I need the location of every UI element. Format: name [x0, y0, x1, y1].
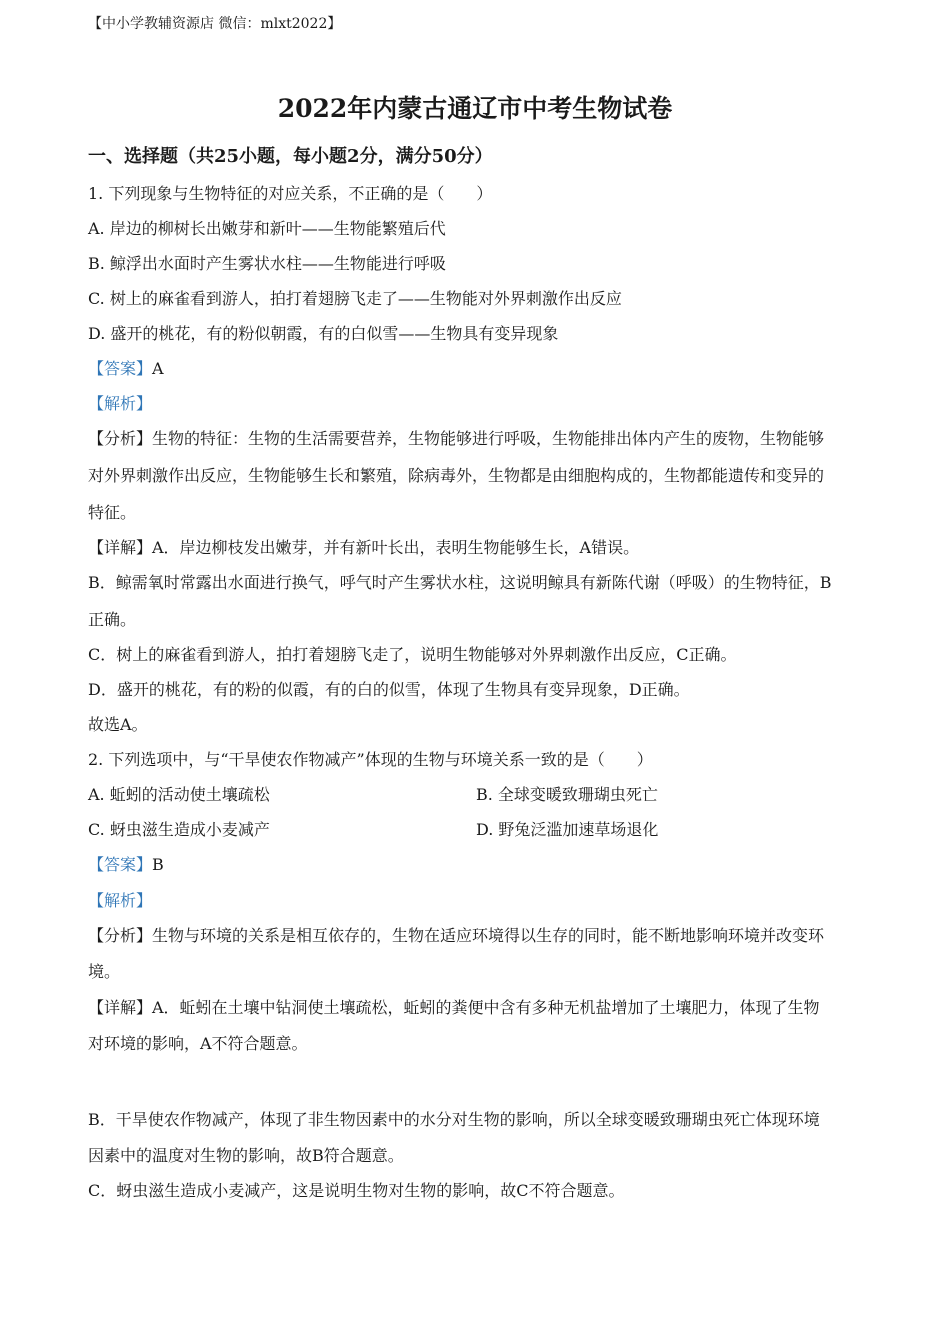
q2-option-b: B. 全球变暖致珊瑚虫死亡 — [476, 785, 658, 804]
q1-analysis-line: 特征。 — [88, 503, 137, 522]
q1-option-b: B. 鲸浮出水面时产生雾状水柱——生物能进行呼吸 — [88, 254, 446, 273]
q1-detail-line: D．盛开的桃花，有的粉的似霞，有的白的似雪，体现了生物具有变异现象，D正确。 — [88, 680, 690, 699]
q1-analysis-line: 【分析】生物的特征：生物的生活需要营养，生物能够进行呼吸，生物能排出体内产生的废物，生物能够 — [88, 429, 825, 448]
q1-detail-line: 故选A。 — [88, 715, 148, 734]
q1-detail-line: 【详解】A．岸边柳枝发出嫩芽，并有新叶长出，表明生物能够生长，A错误。 — [88, 538, 640, 557]
q1-explain-tag: 【解析】 — [88, 394, 153, 413]
q2-detail-line: C．蚜虫滋生造成小麦减产，这是说明生物对生物的影响，故C不符合题意。 — [88, 1181, 625, 1200]
header-note: 【中小学教辅资源店 微信：mlxt2022】 — [88, 16, 342, 32]
q2-stem: 2. 下列选项中，与“干旱使农作物减产”体现的生物与环境关系一致的是（ ） — [88, 750, 653, 769]
q1-detail-line: B．鲸需氧时常露出水面进行换气，呼气时产生雾状水柱，这说明鲸具有新陈代谢（呼吸）的生物特征，B — [88, 573, 832, 592]
q2-detail-line: 对环境的影响，A不符合题意。 — [88, 1034, 308, 1053]
q1-option-a: A. 岸边的柳树长出嫩芽和新叶——生物能繁殖后代 — [88, 219, 446, 238]
q2-option-c: C. 蚜虫滋生造成小麦减产 — [88, 820, 270, 839]
q1-detail-line: 正确。 — [88, 610, 137, 629]
q1-detail-line: C．树上的麻雀看到游人，拍打着翅膀飞走了，说明生物能够对外界刺激作出反应，C正确。 — [88, 645, 737, 664]
q2-analysis-line: 境。 — [88, 962, 121, 981]
q1-stem: 1. 下列现象与生物特征的对应关系，不正确的是（ ） — [88, 184, 493, 203]
q2-detail-line: B．干旱使农作物减产，体现了非生物因素中的水分对生物的影响，所以全球变暖致珊瑚虫死亡体现环境 — [88, 1110, 820, 1129]
q2-detail-line: 【详解】A．蚯蚓在土壤中钻洞使土壤疏松，蚯蚓的粪便中含有多种无机盐增加了土壤肥力，体现了生物 — [88, 998, 820, 1017]
q1-option-c: C. 树上的麻雀看到游人，拍打着翅膀飞走了——生物能对外界刺激作出反应 — [88, 289, 622, 308]
page-title: 2022年内蒙古通辽市中考生物试卷 — [277, 94, 673, 123]
q2-option-d: D. 野兔泛滥加速草场退化 — [476, 820, 659, 839]
q1-answer — [88, 358, 164, 380]
answer-value: A — [152, 359, 164, 378]
q1-option-d: D. 盛开的桃花，有的粉似朝霞，有的白似雪——生物具有变异现象 — [88, 324, 559, 343]
q2-analysis-line: 【分析】生物与环境的关系是相互依存的，生物在适应环境得以生存的同时，能不断地影响环境并改变环 — [88, 926, 825, 945]
q2-detail-line: 因素中的温度对生物的影响，故B符合题意。 — [88, 1146, 404, 1165]
section-heading: 一、选择题（共25小题，每小题2分，满分50分） — [88, 146, 493, 167]
answer-tag: 【答案】 — [88, 855, 153, 874]
q2-option-a: A. 蚯蚓的活动使土壤疏松 — [88, 785, 270, 804]
q2-answer — [88, 854, 164, 876]
q1-analysis-line: 对外界刺激作出反应，生物能够生长和繁殖，除病毒外，生物都是由细胞构成的，生物都能遗传和变异的 — [88, 466, 825, 485]
q2-explain-tag: 【解析】 — [88, 891, 153, 910]
answer-tag: 【答案】 — [88, 359, 153, 378]
answer-value: B — [152, 855, 164, 874]
